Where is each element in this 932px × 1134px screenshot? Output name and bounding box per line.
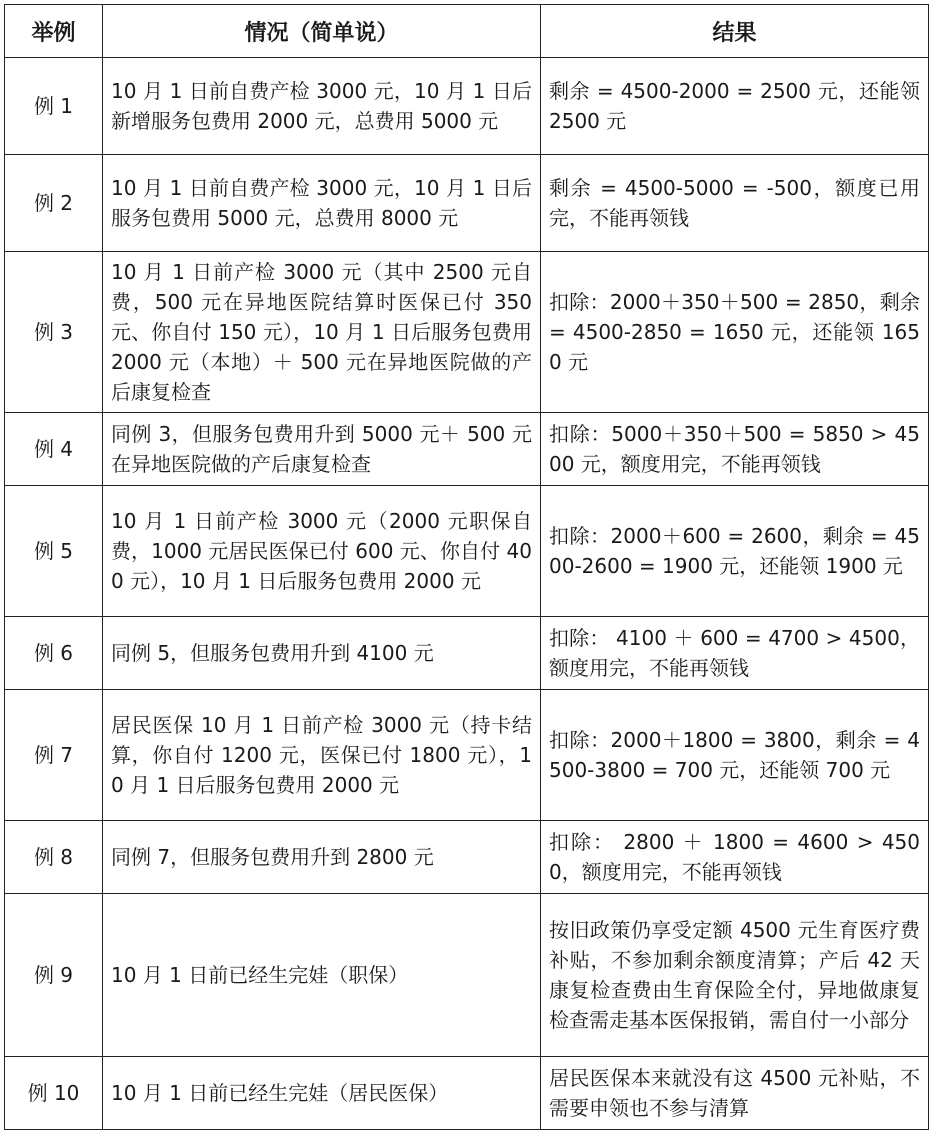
result-cell: 扣除： 2800 ＋ 1800 = 4600 > 4500，额度用完，不能再领钱 <box>541 821 929 894</box>
situation-cell: 10 月 1 日前已经生完娃（职保） <box>103 893 541 1057</box>
header-situation: 情况（简单说） <box>103 5 541 58</box>
example-cell: 例 10 <box>5 1057 103 1130</box>
situation-cell: 同例 7，但服务包费用升到 2800 元 <box>103 821 541 894</box>
result-cell: 剩余 = 4500-2000 = 2500 元，还能领 2500 元 <box>541 58 929 155</box>
result-cell: 扣除：2000＋600 = 2600，剩余 = 4500-2600 = 1900 元，还能领 1900 元 <box>541 485 929 616</box>
situation-cell: 10 月 1 日前已经生完娃（居民医保） <box>103 1057 541 1130</box>
table-row <box>5 893 929 1057</box>
result-cell: 扣除：2000＋1800 = 3800，剩余 = 4500-3800 = 700 元，还能领 700 元 <box>541 689 929 820</box>
result-cell: 扣除： 4100 ＋ 600 = 4700 > 4500，额度用完，不能再领钱 <box>541 617 929 690</box>
table-row <box>5 485 929 616</box>
result-cell: 扣除：2000＋350＋500 = 2850，剩余 = 4500-2850 = 1650 元，还能领 1650 元 <box>541 251 929 413</box>
example-cell: 例 1 <box>5 58 103 155</box>
header-result: 结果 <box>541 5 929 58</box>
table-row <box>5 251 929 413</box>
table-row <box>5 413 929 486</box>
result-cell: 扣除：5000＋350＋500 = 5850 > 4500 元，额度用完，不能再领钱 <box>541 413 929 486</box>
header-row <box>5 5 929 58</box>
situation-cell: 同例 3，但服务包费用升到 5000 元＋ 500 元在异地医院做的产后康复检查 <box>103 413 541 486</box>
example-cell: 例 7 <box>5 689 103 820</box>
example-cell: 例 9 <box>5 893 103 1057</box>
examples-table <box>4 4 929 1130</box>
table-row <box>5 1057 929 1130</box>
example-cell: 例 4 <box>5 413 103 486</box>
table-row <box>5 154 929 251</box>
situation-cell: 10 月 1 日前自费产检 3000 元，10 月 1 日后服务包费用 5000 元，总费用 8000 元 <box>103 154 541 251</box>
situation-cell: 同例 5，但服务包费用升到 4100 元 <box>103 617 541 690</box>
table-row <box>5 689 929 820</box>
example-cell: 例 3 <box>5 251 103 413</box>
situation-cell: 居民医保 10 月 1 日前产检 3000 元（持卡结算，你自付 1200 元，医保已付 1800 元），10 月 1 日后服务包费用 2000 元 <box>103 689 541 820</box>
situation-cell: 10 月 1 日前产检 3000 元（其中 2500 元自费，500 元在异地医院结算时医保已付 350 元、你自付 150 元），10 月 1 日后服务包费用 2000 元（本地）＋ 500 元在异地医院做的产后康复检查 <box>103 251 541 413</box>
situation-cell: 10 月 1 日前自费产检 3000 元，10 月 1 日后新增服务包费用 2000 元，总费用 5000 元 <box>103 58 541 155</box>
result-cell: 居民医保本来就没有这 4500 元补贴，不需要申领也不参与清算 <box>541 1057 929 1130</box>
table-row <box>5 617 929 690</box>
example-cell: 例 6 <box>5 617 103 690</box>
table-row <box>5 58 929 155</box>
result-cell: 按旧政策仍享受定额 4500 元生育医疗费补贴，不参加剩余额度清算；产后 42 天康复检查费由生育保险全付，异地做康复检查需走基本医保报销，需自付一小部分 <box>541 893 929 1057</box>
header-example: 举例 <box>5 5 103 58</box>
example-cell: 例 8 <box>5 821 103 894</box>
table-row <box>5 821 929 894</box>
example-cell: 例 5 <box>5 485 103 616</box>
situation-cell: 10 月 1 日前产检 3000 元（2000 元职保自费，1000 元居民医保已付 600 元、你自付 400 元），10 月 1 日后服务包费用 2000 元 <box>103 485 541 616</box>
example-cell: 例 2 <box>5 154 103 251</box>
result-cell: 剩余 = 4500-5000 = -500，额度已用完，不能再领钱 <box>541 154 929 251</box>
